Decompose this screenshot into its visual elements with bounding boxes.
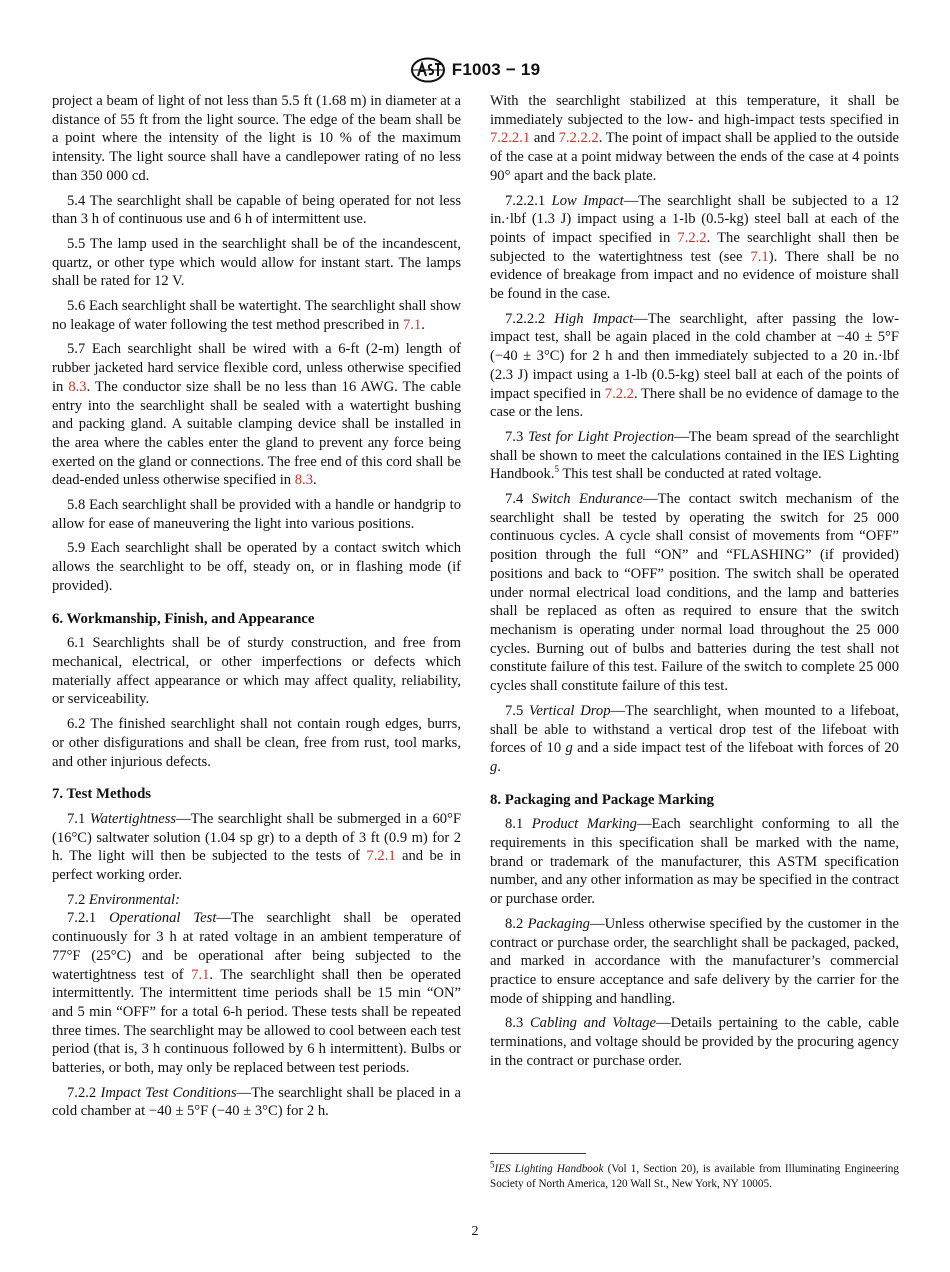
paragraph-5-4: 5.4 The searchlight shall be capable of being operated for not less than 3 h of continuous use and 6 h of intermittent use. [52, 192, 461, 228]
footnote-divider [490, 1153, 586, 1154]
paragraph-6-1: 6.1 Searchlights shall be of sturdy construction, and free from mechanical, electrical, or other imperfections or defects which materially affect appearance or which may affect quality, reliability, or serviceability. [52, 635, 461, 708]
page-number: 2 [471, 1224, 479, 1239]
right-column [490, 92, 899, 1076]
link-7-1[interactable]: 7.1 [750, 248, 769, 265]
link-7-2-1[interactable]: 7.2.1 [366, 848, 396, 865]
link-7-2-2-2[interactable]: 7.2.2.2 [558, 130, 599, 147]
astm-logo-icon [410, 57, 446, 83]
paragraph-8-2: 8.2 Packaging—Unless otherwise specified by the customer in the contract or purchase order, the searchlight shall be packaged, packed, and marked in accordance with the manufacturer’s commercial practice to ensure acceptance and safe delivery by the carrier for the mode of shipping and handling. [490, 915, 899, 1007]
paragraph-7-2-2: 7.2.2 Impact Test Conditions—The searchlight shall be placed in a cold chamber at −40 ± 5°F (−40 ± 3°C) for 2 h. [52, 1084, 461, 1120]
link-7-2-2-1[interactable]: 7.2.2.1 [490, 130, 531, 147]
link-8-3[interactable]: 8.3 [294, 472, 313, 489]
paragraph-6-2: 6.2 The finished searchlight shall not contain rough edges, burrs, or other disfigurations and shall be clean, free from rust, tool marks, and other injurious defects. [52, 716, 461, 770]
paragraph-5-6: 5.6 Each searchlight shall be watertight. The searchlight shall show no leakage of water following the test method prescribed in 7.1. [52, 298, 461, 333]
paragraph-5-9: 5.9 Each searchlight shall be operated by a contact switch which allows the searchlight to be off, steady on, or in flashing mode (if provided). [52, 540, 461, 594]
paragraph-7-2-2-1: 7.2.2.1 Low Impact—The searchlight shall be subjected to a 12 in.·lbf (1.3 J) impact using a 1-lb (0.5-kg) steel ball at each of the points of impact specified in 7.2.2. The searchlight shall then be subjected to the watertightness test (see 7.1). There shall be no evidence of breakage from impact and no evidence of moisture shall be found in the case. [490, 192, 899, 303]
section-8-heading: 8. Packaging and Package Marking [490, 791, 715, 808]
footnote [490, 1159, 899, 1192]
paragraph-7-2-1: 7.2.1 Operational Test—The searchlight shall be operated continuously for 3 h at rated voltage in an ambient temperature of 77°F (25°C) and be operational after being subjected to the watertightness test of 7.1. The searchlight shall then be operated intermittently. The intermittent time periods shall be 15 min “ON” and 5 min “OFF” for a total 6-h period. These tests shall be repeated three times. The searchlight may be allowed to cool between each test period (that is, 3 h continuous followed by 6 h intermittent). Bulbs or batteries, or both, may only be replaced between test periods. [52, 910, 461, 1077]
footnote-ref[interactable]: 5 [554, 464, 559, 475]
footnote-title: IES Lighting Handbook [494, 1163, 604, 1175]
paragraph-7-1: 7.1 Watertightness—The searchlight shall be submerged in a 60°F (16°C) saltwater solution (1.04 sp gr) to a depth of 3 ft (0.9 m) for 2 h. The light will then be subjected to the tests of 7.2.1 and be in perfect working order. [52, 810, 461, 884]
paragraph-5-5: 5.5 The lamp used in the searchlight shall be of the incandescent, quartz, or other type which would allow for instant start. The lamps shall be rated for 12 V. [52, 235, 461, 290]
link-7-1[interactable]: 7.1 [191, 966, 210, 983]
footnote-marker: 5 [490, 1159, 495, 1170]
paragraph-8-1: 8.1 Product Marking—Each searchlight conforming to all the requirements in this specification shall be marked with the name, brand or trademark of the manufacturer, this ASTM specification number, and any other information as may be specified in the contract or purchase order. [490, 816, 899, 908]
paragraph-7-3: 7.3 Test for Light Projection—The beam spread of the searchlight shall be shown to meet the calculations contained in the IES Lighting Handbook.$^5$ This test shall be conducted at rated voltage. [490, 428, 899, 483]
paragraph-7-4: 7.4 Switch Endurance—The contact switch mechanism of the searchlight shall be tested by operating the switch for 25 000 continuous cycles. A cycle shall consist of movements from “OFF” position through the full “ON” and “FLASHING” (if provided) positions and back to “OFF” position. The switch shall be operated under normal electrical load conditions, and the lamp and batteries shall be replaced as often as required to ensure that the switch mechanism is operating under normal load throughout the 25 000 cycles. Burning out of bulbs and batteries during the test shall not constitute failure of this test. Failure of the switch to complete 25 000 cycles shall constitute failure of this test. [490, 491, 899, 695]
paragraph-7-2: 7.2 Environmental: [67, 891, 180, 908]
left-column [52, 92, 461, 1127]
page-header [0, 56, 950, 84]
paragraph-intro: project a beam of light of not less than 5.5 ft (1.68 m) in diameter at a distance of 55 ft from the light source. The edge of the beam shall be a point where the intensity of the light is 10 % of the maximum intensity. The light source shall have a candlepower rating of no less than 350 000 cd. [52, 93, 461, 184]
link-8-3[interactable]: 8.3 [68, 378, 87, 395]
section-6-heading: 6. Workmanship, Finish, and Appearance [52, 610, 315, 627]
footnote-text: (Vol 1, Section 20), is available from Illuminating Engineering Society of North America, 120 Wall St., New York, NY 10005. [490, 1163, 899, 1190]
paragraph-8-3: 8.3 Cabling and Voltage—Details pertaining to the cable, cable terminations, and voltage should be provided by the procuring agency in the contract or purchase order. [490, 1015, 899, 1069]
document-id: F1003 − 19 [451, 60, 541, 79]
link-7-1[interactable]: 7.1 [402, 316, 422, 333]
paragraph-5-7: 5.7 Each searchlight shall be wired with a 6-ft (2-m) length of rubber jacketed hard service flexible cord, unless otherwise specified in 8.3. The conductor size shall be no less than 16 AWG. The cable entry into the searchlight shall be sealed with a watertight bushing and packing gland. A suitable clamping device shall be installed in the area where the cables enter the gland to prevent any force being exerted on the gland or connections. The free end of this cord shall be dead-ended unless otherwise specified in 8.3. [52, 341, 461, 489]
paragraph-5-8: 5.8 Each searchlight shall be provided with a handle or handgrip to allow for ease of maneuvering the light into various positions. [52, 497, 461, 532]
paragraph-7-5: 7.5 Vertical Drop—The searchlight, when mounted to a lifeboat, shall be able to withstand a vertical drop test of the lifeboat with forces of 10 g and a side impact test of the lifeboat with forces of 20 g. [490, 702, 899, 775]
section-7-heading: 7. Test Methods [52, 786, 152, 803]
link-7-2-2[interactable]: 7.2.2 [677, 229, 707, 246]
paragraph-7-2-2-continued: With the searchlight stabilized at this temperature, it shall be immediately subjected to the low- and high-impact tests specified in 7.2.2.1 and 7.2.2.2. The point of impact shall be applied to the outside of the case at a point midway between the ends of the case at 4 points 90° apart and the back plate. [490, 93, 899, 184]
link-7-2-2[interactable]: 7.2.2 [604, 385, 634, 402]
paragraph-7-2-2-2: 7.2.2.2 High Impact—The searchlight, after passing the low-impact test, shall be again placed in the cold chamber at −40 ± 5°F (−40 ± 3°C) for 2 h and then immediately subjected to a 20 in.·lbf (2.3 J) impact using a 1-lb (0.5-kg) steel ball at each of the points of impact specified in 7.2.2. There shall be no evidence of damage to the case or the lens. [490, 310, 899, 421]
